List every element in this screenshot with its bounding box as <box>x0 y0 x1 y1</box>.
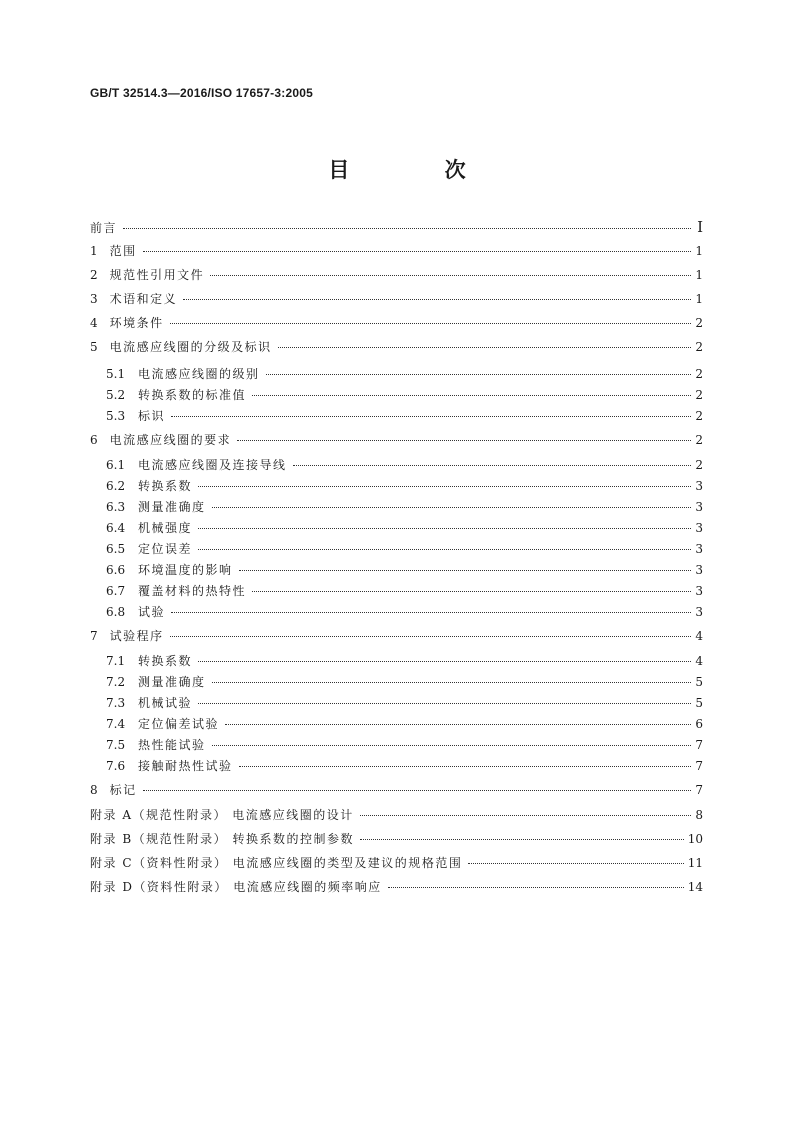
toc-entry[interactable] <box>106 651 703 671</box>
toc-entry-page: 5 <box>695 696 703 710</box>
dot-leader <box>170 322 691 324</box>
toc-entry-label: 附录 B（规范性附录） 转换系数的控制参数 <box>90 832 354 846</box>
toc-entry[interactable] <box>106 539 703 559</box>
toc-entry-number: 7.4 <box>106 717 126 731</box>
toc-entry[interactable] <box>90 241 703 261</box>
toc-entry-label: 覆盖材料的热特性 <box>138 584 247 598</box>
dot-leader <box>278 346 691 348</box>
toc-entry-number: 5.2 <box>106 388 126 402</box>
toc-entry-number: 1 <box>90 244 98 258</box>
toc-entry-page: 2 <box>695 388 703 402</box>
toc-entry-page: 6 <box>695 717 703 731</box>
toc-entry-page: 2 <box>695 458 703 472</box>
dot-leader <box>143 250 691 252</box>
document-header: GB/T 32514.3—2016/ISO 17657-3:2005 <box>90 86 313 100</box>
toc-entry[interactable] <box>106 406 703 426</box>
toc-entry-number: 8 <box>90 783 98 797</box>
toc-entry-number: 5 <box>90 340 98 354</box>
dot-leader <box>143 789 691 791</box>
dot-leader <box>198 702 691 704</box>
toc-entry-label: 机械强度 <box>138 521 193 535</box>
dot-leader <box>360 838 684 840</box>
toc-entry-number: 7.3 <box>106 696 126 710</box>
toc-entry[interactable] <box>90 217 703 237</box>
page-title: 目 次 <box>328 157 510 182</box>
dot-leader <box>388 886 684 888</box>
dot-leader <box>171 611 691 613</box>
toc-entry-label: 电流感应线圈的要求 <box>109 433 232 447</box>
toc-entry-number: 6.2 <box>106 479 126 493</box>
toc-entry[interactable] <box>90 430 703 450</box>
dot-leader <box>239 765 691 767</box>
toc-entry-number: 7.5 <box>106 738 126 752</box>
toc-entry-number: 5.3 <box>106 409 126 423</box>
toc-entry-number: 4 <box>90 316 98 330</box>
toc-entry-label: 转换系数 <box>138 654 193 668</box>
toc-entry-page: 7 <box>695 783 703 797</box>
toc-entry[interactable] <box>106 602 703 622</box>
dot-leader <box>239 569 691 571</box>
toc-entry[interactable] <box>90 829 703 849</box>
toc-entry-page: 3 <box>695 521 703 535</box>
dot-leader <box>212 681 691 683</box>
toc-entry[interactable] <box>106 756 703 776</box>
toc-entry-label: 环境温度的影响 <box>138 563 233 577</box>
toc-entry-label: 范围 <box>109 244 137 258</box>
toc-entry-label: 电流感应线圈及连接导线 <box>138 458 287 472</box>
toc-entry-label: 附录 A（规范性附录） 电流感应线圈的设计 <box>90 808 354 822</box>
toc-entry-label: 测量准确度 <box>138 675 206 689</box>
toc-entry-page: 5 <box>695 675 703 689</box>
toc-entry-label: 机械试验 <box>138 696 193 710</box>
toc-entry-page: 3 <box>695 479 703 493</box>
dot-leader <box>293 464 691 466</box>
toc-entry-number: 7.1 <box>106 654 126 668</box>
toc-entry-label: 规范性引用文件 <box>109 268 205 282</box>
toc-entry[interactable] <box>90 626 703 646</box>
toc-entry[interactable] <box>90 289 703 309</box>
dot-leader <box>198 527 691 529</box>
toc-entry-number: 6.3 <box>106 500 126 514</box>
toc-entry-page: 1 <box>695 292 703 306</box>
toc-entry-label: 试验程序 <box>109 629 164 643</box>
toc-entry-number: 6.4 <box>106 521 126 535</box>
toc-entry-number: 5.1 <box>106 367 126 381</box>
dot-leader <box>198 485 691 487</box>
toc-entry-label: 转换系数 <box>138 479 193 493</box>
toc-entry-page: 3 <box>695 542 703 556</box>
toc-entry[interactable] <box>106 560 703 580</box>
toc-entry[interactable] <box>106 455 703 475</box>
toc-entry-label: 术语和定义 <box>109 292 178 306</box>
toc-entry-page: 3 <box>695 584 703 598</box>
toc-entry-label: 接触耐热性试验 <box>138 759 233 773</box>
dot-leader <box>198 660 691 662</box>
toc-entry-number: 6.7 <box>106 584 126 598</box>
toc-entry-label: 转换系数的标准值 <box>138 388 247 402</box>
toc-entry-page: 4 <box>695 654 703 668</box>
toc-entry[interactable] <box>106 518 703 538</box>
toc-entry-label: 附录 D（资料性附录） 电流感应线圈的频率响应 <box>90 880 382 894</box>
toc-entry[interactable] <box>106 364 703 384</box>
toc-entry-page: 3 <box>695 605 703 619</box>
toc-entry-page: 11 <box>687 856 703 870</box>
toc-entry[interactable] <box>106 693 703 713</box>
toc-entry-page: 1 <box>695 268 703 282</box>
toc-entry-page: 1 <box>695 244 703 258</box>
toc-entry-number: 2 <box>90 268 98 282</box>
dot-leader <box>252 590 691 592</box>
toc-entry-page: 2 <box>695 316 703 330</box>
toc-entry[interactable] <box>90 265 703 285</box>
toc-entry-number: 6.6 <box>106 563 126 577</box>
toc-entry-page: 7 <box>695 738 703 752</box>
toc-entry-label: 热性能试验 <box>138 738 206 752</box>
toc-entry[interactable] <box>90 877 703 897</box>
toc-entry-label: 电流感应线圈的分级及标识 <box>109 340 272 354</box>
toc-entry-label: 试验 <box>138 605 166 619</box>
toc-entry-page: 2 <box>695 433 703 447</box>
dot-leader <box>252 394 691 396</box>
dot-leader <box>225 723 691 725</box>
toc-entry-page: 7 <box>695 759 703 773</box>
toc-entry-label: 定位偏差试验 <box>138 717 220 731</box>
dot-leader <box>468 862 683 864</box>
dot-leader <box>171 415 691 417</box>
dot-leader <box>212 506 691 508</box>
toc-entry-page: 4 <box>695 629 703 643</box>
toc-entry-label: 定位误差 <box>138 542 193 556</box>
toc-entry[interactable] <box>106 497 703 517</box>
toc-entry-label: 标识 <box>138 409 166 423</box>
toc-entry-number: 6.1 <box>106 458 126 472</box>
dot-leader <box>183 298 691 300</box>
dot-leader <box>237 439 691 441</box>
toc-entry-label: 标记 <box>109 783 137 797</box>
toc-entry-page: Ⅰ <box>697 218 703 236</box>
toc-entry-page: 2 <box>695 409 703 423</box>
toc-entry-number: 6 <box>90 433 98 447</box>
toc-entry[interactable] <box>90 337 703 357</box>
dot-leader <box>198 548 691 550</box>
toc-entry-number: 7 <box>90 629 98 643</box>
toc-entry-number: 7.6 <box>106 759 126 773</box>
toc-entry[interactable] <box>106 735 703 755</box>
toc-entry[interactable] <box>106 581 703 601</box>
toc-entry-page: 3 <box>695 500 703 514</box>
toc-entry-number: 3 <box>90 292 98 306</box>
toc-entry-page: 10 <box>687 832 703 846</box>
toc-entry[interactable] <box>90 805 703 825</box>
toc-entry[interactable] <box>90 780 703 800</box>
toc-entry-page: 8 <box>695 808 703 822</box>
dot-leader <box>360 814 691 816</box>
toc-entry-number: 6.8 <box>106 605 126 619</box>
toc-entry-label: 附录 C（资料性附录） 电流感应线圈的类型及建议的规格范围 <box>90 856 463 870</box>
toc-entry[interactable] <box>106 672 703 692</box>
dot-leader <box>266 373 691 375</box>
toc-entry-page: 2 <box>695 367 703 381</box>
dot-leader <box>210 274 691 276</box>
toc-entry-page: 3 <box>695 563 703 577</box>
dot-leader <box>170 635 691 637</box>
toc-entry-page: 2 <box>695 340 703 354</box>
toc-entry[interactable] <box>106 385 703 405</box>
toc-entry[interactable] <box>106 714 703 734</box>
toc-entry[interactable] <box>106 476 703 496</box>
toc-entry-label: 电流感应线圈的级别 <box>138 367 260 381</box>
toc-entry-number: 6.5 <box>106 542 126 556</box>
toc-entry[interactable] <box>90 313 703 333</box>
toc-entry[interactable] <box>90 853 703 873</box>
dot-leader <box>123 227 691 229</box>
dot-leader <box>212 744 691 746</box>
toc-entry-page: 14 <box>687 880 703 894</box>
toc-entry-label: 前言 <box>90 221 118 235</box>
toc-entry-label: 环境条件 <box>109 316 164 330</box>
toc-entry-number: 7.2 <box>106 675 126 689</box>
toc-entry-label: 测量准确度 <box>138 500 206 514</box>
